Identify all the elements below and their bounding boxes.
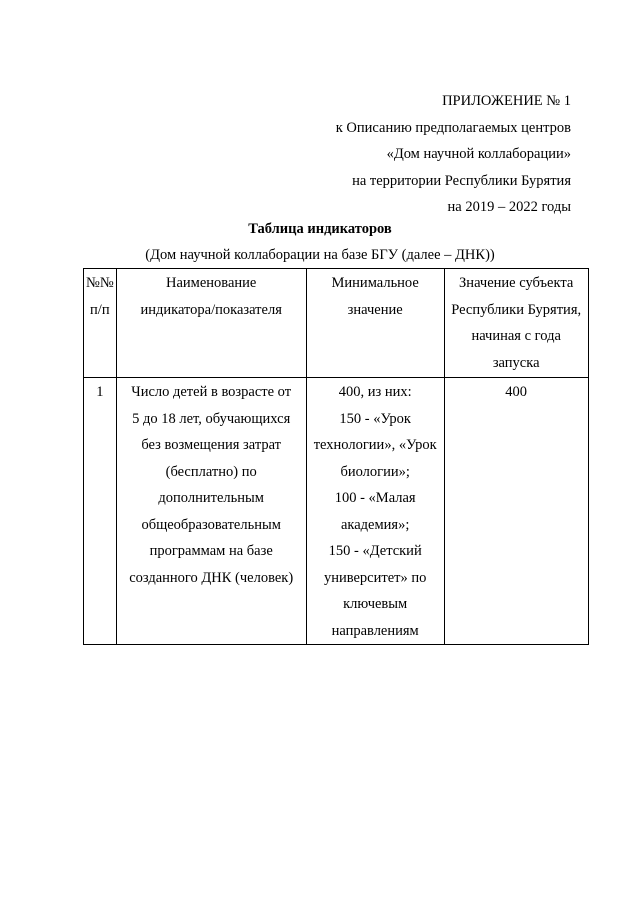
cell-line: биологии»; bbox=[340, 463, 410, 480]
cell-line: (бесплатно) по bbox=[165, 463, 257, 480]
cell-indicator bbox=[116, 378, 306, 645]
table-header-row bbox=[84, 269, 589, 378]
cell-number bbox=[84, 378, 117, 645]
cell-line: без возмещения затрат bbox=[141, 437, 281, 453]
appendix-header bbox=[151, 88, 571, 221]
cell-line: общеобразовательным bbox=[141, 516, 281, 533]
cell-line: Число детей в возрасте от bbox=[131, 384, 292, 400]
header-region-value bbox=[444, 269, 588, 378]
header-indicator-name bbox=[116, 269, 306, 378]
appendix-line: ПРИЛОЖЕНИЕ № 1 bbox=[442, 93, 571, 109]
cell-line: 1 bbox=[96, 384, 104, 400]
header-line: Значение субъекта bbox=[459, 275, 574, 291]
appendix-line: «Дом научной коллаборации» bbox=[386, 146, 571, 162]
header-line: начиная с года bbox=[471, 328, 561, 344]
header-line: Наименование bbox=[166, 275, 257, 291]
header-line: Республики Бурятия, bbox=[451, 301, 582, 318]
indicators-table bbox=[83, 268, 589, 645]
table-row bbox=[84, 378, 589, 645]
appendix-line: к Описанию предполагаемых центров bbox=[335, 119, 571, 136]
table-title: Таблица индикаторов bbox=[248, 221, 392, 237]
cell-line: академия»; bbox=[340, 516, 410, 533]
header-line: п/п bbox=[90, 301, 110, 318]
cell-minimum bbox=[306, 378, 444, 645]
header-line: Минимальное bbox=[331, 275, 419, 291]
cell-line: программам на базе bbox=[149, 543, 273, 559]
cell-line: университет» по bbox=[323, 569, 427, 586]
cell-line: 400, из них: bbox=[338, 384, 412, 400]
cell-line: созданного ДНК (человек) bbox=[129, 569, 294, 586]
appendix-line: на территории Республики Бурятия bbox=[352, 172, 571, 189]
header-minimum-value bbox=[306, 269, 444, 378]
cell-line: ключевым bbox=[343, 596, 408, 612]
cell-line: 150 - «Детский bbox=[328, 543, 422, 559]
cell-line: 150 - «Урок bbox=[339, 410, 411, 427]
cell-line: дополнительным bbox=[158, 490, 264, 506]
cell-line: направлениям bbox=[331, 622, 419, 639]
cell-line: технологии», «Урок bbox=[313, 437, 437, 453]
header-line: запуска bbox=[492, 354, 540, 371]
cell-line: 400 bbox=[505, 384, 528, 400]
table-subtitle: (Дом научной коллаборации на базе БГУ (далее – ДНК)) bbox=[145, 247, 495, 263]
header-line: №№ bbox=[86, 275, 114, 291]
cell-line: 5 до 18 лет, обучающихся bbox=[132, 410, 291, 427]
header-line: индикатора/показателя bbox=[140, 301, 282, 318]
header-number bbox=[84, 269, 117, 378]
header-line: значение bbox=[347, 301, 403, 318]
appendix-line: на 2019 – 2022 годы bbox=[447, 199, 571, 215]
cell-line: 100 - «Малая bbox=[334, 490, 416, 506]
cell-region-value bbox=[444, 378, 588, 645]
